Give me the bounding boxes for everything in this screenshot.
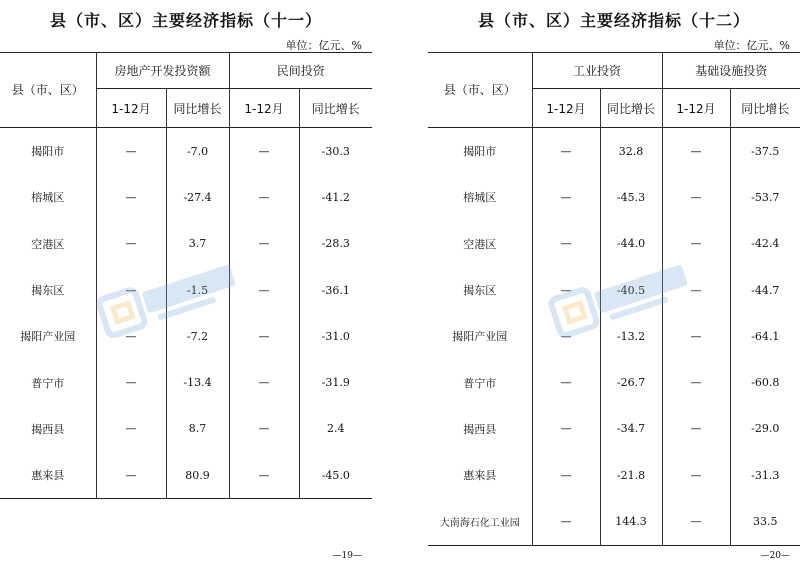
table-row bbox=[0, 313, 372, 359]
region-name: 普宁市 bbox=[463, 376, 497, 390]
sub-header: 1-12月 bbox=[662, 89, 730, 128]
sub-header: 同比增长 bbox=[166, 89, 229, 128]
cell: 144.3 bbox=[600, 498, 662, 545]
region-name: 惠来县 bbox=[31, 469, 65, 483]
cell: — bbox=[96, 406, 166, 452]
table-row bbox=[428, 128, 800, 175]
cell: — bbox=[229, 313, 299, 359]
group-header: 工业投资 bbox=[532, 52, 662, 89]
cell: -45.0 bbox=[299, 452, 372, 499]
cell: 32.8 bbox=[600, 128, 662, 175]
table-row bbox=[428, 174, 800, 220]
page-title: 县（市、区）主要经济指标（十一） bbox=[49, 11, 322, 30]
cell: 80.9 bbox=[166, 452, 229, 499]
indicator-table bbox=[428, 52, 800, 546]
table-row bbox=[428, 221, 800, 267]
cell: — bbox=[662, 359, 730, 405]
region-name: 揭东区 bbox=[463, 284, 497, 298]
sub-header: 同比增长 bbox=[299, 89, 372, 128]
cell: — bbox=[96, 221, 166, 267]
cell: -34.7 bbox=[600, 406, 662, 452]
cell: — bbox=[96, 174, 166, 220]
unit-label: 单位：亿元、% bbox=[713, 39, 790, 52]
cell: 33.5 bbox=[730, 498, 800, 545]
region-name: 揭阳产业园 bbox=[452, 330, 508, 344]
cell: — bbox=[96, 267, 166, 313]
cell: 2.4 bbox=[299, 406, 372, 452]
table-row bbox=[0, 359, 372, 405]
page-number: —19— bbox=[332, 551, 362, 561]
table-row bbox=[428, 267, 800, 313]
table-row bbox=[428, 359, 800, 405]
cell: — bbox=[229, 406, 299, 452]
unit-label: 单位：亿元、% bbox=[285, 39, 362, 52]
region-header: 县（市、区） bbox=[428, 52, 532, 128]
group-header: 基础设施投资 bbox=[662, 52, 800, 89]
cell: — bbox=[229, 174, 299, 220]
cell: -30.3 bbox=[299, 128, 372, 175]
cell: — bbox=[662, 313, 730, 359]
cell: — bbox=[229, 267, 299, 313]
cell: -41.2 bbox=[299, 174, 372, 220]
cell: 3.7 bbox=[166, 221, 229, 267]
right-page bbox=[428, 0, 800, 567]
region-name: 榕城区 bbox=[463, 191, 497, 205]
sub-header: 同比增长 bbox=[730, 89, 800, 128]
cell: — bbox=[662, 221, 730, 267]
table-row bbox=[428, 313, 800, 359]
cell: — bbox=[532, 452, 600, 498]
region-header: 县（市、区） bbox=[0, 52, 96, 128]
table-row bbox=[0, 128, 372, 175]
cell: -31.3 bbox=[730, 452, 800, 498]
cell: — bbox=[96, 359, 166, 405]
cell: -27.4 bbox=[166, 174, 229, 220]
cell: — bbox=[532, 128, 600, 175]
cell: -64.1 bbox=[730, 313, 800, 359]
cell: — bbox=[662, 452, 730, 498]
group-header: 房地产开发投资额 bbox=[96, 52, 229, 89]
cell: -21.8 bbox=[600, 452, 662, 498]
cell: — bbox=[662, 498, 730, 545]
region-name: 惠来县 bbox=[463, 469, 497, 483]
cell: — bbox=[532, 498, 600, 545]
cell: -53.7 bbox=[730, 174, 800, 220]
cell: -31.9 bbox=[299, 359, 372, 405]
cell: — bbox=[96, 452, 166, 499]
sub-header: 同比增长 bbox=[600, 89, 662, 128]
cell: -7.2 bbox=[166, 313, 229, 359]
cell: — bbox=[229, 359, 299, 405]
cell: -40.5 bbox=[600, 267, 662, 313]
region-name: 揭西县 bbox=[31, 422, 65, 436]
region-name: 揭阳产业园 bbox=[20, 330, 76, 344]
cell: — bbox=[662, 174, 730, 220]
sub-header: 1-12月 bbox=[229, 89, 299, 128]
table-row bbox=[0, 174, 372, 220]
cell: — bbox=[532, 174, 600, 220]
table-row bbox=[428, 452, 800, 498]
cell: — bbox=[532, 267, 600, 313]
cell: — bbox=[662, 267, 730, 313]
cell: -60.8 bbox=[730, 359, 800, 405]
cell: — bbox=[96, 313, 166, 359]
cell: -13.2 bbox=[600, 313, 662, 359]
cell: — bbox=[229, 452, 299, 499]
sub-header: 1-12月 bbox=[96, 89, 166, 128]
region-name: 揭东区 bbox=[31, 284, 65, 298]
page-title: 县（市、区）主要经济指标（十二） bbox=[477, 11, 750, 30]
cell: -44.7 bbox=[730, 267, 800, 313]
cell: -1.5 bbox=[166, 267, 229, 313]
cell: — bbox=[96, 128, 166, 175]
cell: — bbox=[532, 359, 600, 405]
cell: 8.7 bbox=[166, 406, 229, 452]
indicator-table bbox=[0, 52, 372, 499]
region-name: 空港区 bbox=[463, 237, 497, 251]
cell: — bbox=[662, 406, 730, 452]
page-number: —20— bbox=[760, 551, 790, 561]
cell: — bbox=[532, 406, 600, 452]
cell: -37.5 bbox=[730, 128, 800, 175]
table-row bbox=[0, 406, 372, 452]
cell: -7.0 bbox=[166, 128, 229, 175]
cell: -42.4 bbox=[730, 221, 800, 267]
cell: — bbox=[229, 128, 299, 175]
table-row bbox=[0, 221, 372, 267]
region-name: 揭阳市 bbox=[31, 145, 65, 159]
cell: — bbox=[229, 221, 299, 267]
cell: — bbox=[532, 313, 600, 359]
cell: -44.0 bbox=[600, 221, 662, 267]
cell: -31.0 bbox=[299, 313, 372, 359]
cell: -45.3 bbox=[600, 174, 662, 220]
cell: -36.1 bbox=[299, 267, 372, 313]
left-page bbox=[0, 0, 372, 567]
cell: — bbox=[662, 128, 730, 175]
table-row bbox=[0, 452, 372, 499]
region-name: 揭阳市 bbox=[463, 145, 497, 159]
region-name: 大南海石化工业园 bbox=[439, 518, 520, 530]
table-row bbox=[428, 406, 800, 452]
table-row bbox=[0, 267, 372, 313]
region-name: 揭西县 bbox=[463, 422, 497, 436]
table-row bbox=[428, 498, 800, 545]
cell: -28.3 bbox=[299, 221, 372, 267]
group-header: 民间投资 bbox=[229, 52, 372, 89]
region-name: 空港区 bbox=[31, 237, 65, 251]
cell: — bbox=[532, 221, 600, 267]
cell: -29.0 bbox=[730, 406, 800, 452]
sub-header: 1-12月 bbox=[532, 89, 600, 128]
region-name: 普宁市 bbox=[31, 376, 65, 390]
cell: -26.7 bbox=[600, 359, 662, 405]
cell: -13.4 bbox=[166, 359, 229, 405]
region-name: 榕城区 bbox=[31, 191, 65, 205]
